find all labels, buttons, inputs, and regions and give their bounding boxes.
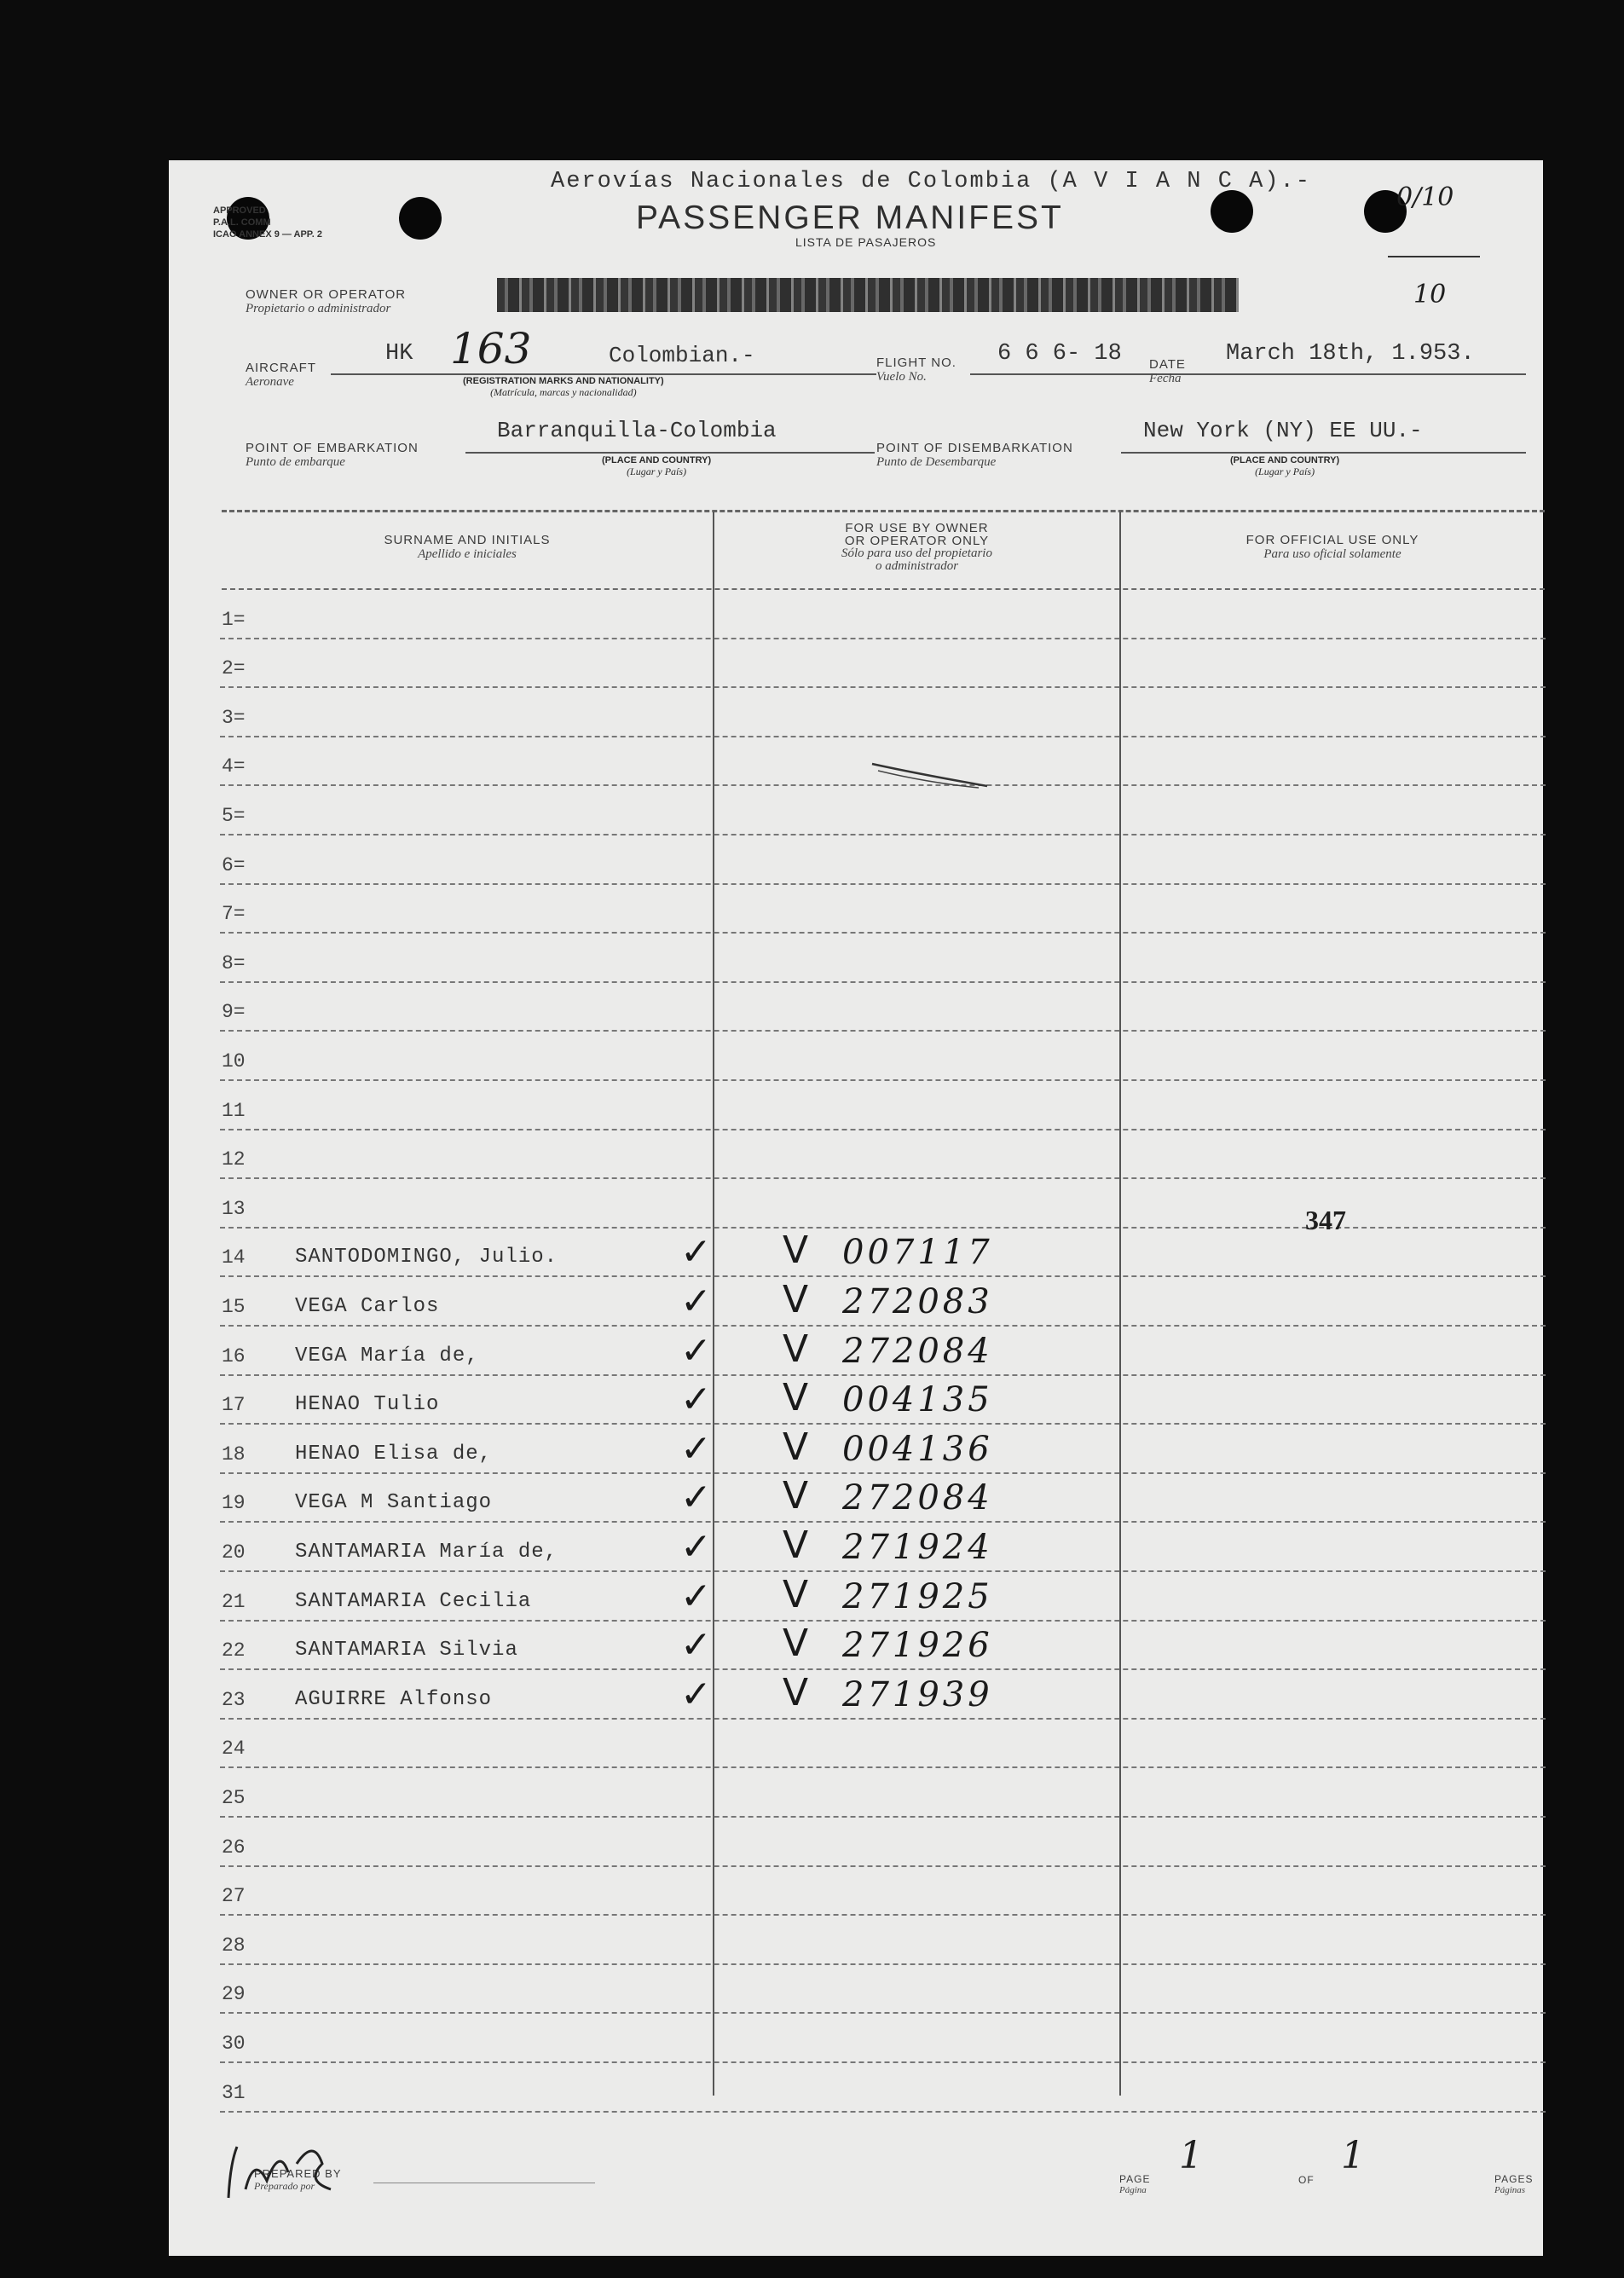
passenger-row <box>220 1916 1546 1965</box>
page-number: 1 <box>1179 2134 1203 2177</box>
passenger-row <box>220 688 1546 737</box>
row-number: 10 <box>222 1049 246 1073</box>
row-number: 27 <box>222 1885 246 1908</box>
passenger-name: HENAO Tulio <box>295 1393 440 1417</box>
check-mark: V <box>783 1425 809 1469</box>
passenger-row <box>220 885 1546 934</box>
check-mark: V <box>783 1670 809 1714</box>
check-mark: ✓ <box>680 1623 712 1668</box>
embark-underline <box>465 452 875 454</box>
flight-number: 6 6 6- 18 <box>997 341 1122 367</box>
prepared-by-label: PREPARED BY <box>254 2167 342 2180</box>
row-number: 31 <box>222 2081 246 2104</box>
aircraft-note-en: (REGISTRATION MARKS AND NATIONALITY) <box>463 376 664 386</box>
corner-note: 10 <box>1413 280 1447 309</box>
passenger-row <box>220 1622 1546 1671</box>
official-number: 347 <box>1305 1205 1346 1235</box>
check-mark: V <box>783 1376 809 1420</box>
passenger-row <box>220 1474 1546 1523</box>
airline-name: Aerovías Nacionales de Colombia (A V I A N C A).- <box>551 169 1311 194</box>
passenger-row <box>220 1081 1546 1130</box>
row-number: 11 <box>222 1099 246 1122</box>
column-header-label: FOR OFFICIAL USE ONLY <box>1245 533 1419 547</box>
aircraft-label-block <box>246 361 316 389</box>
passenger-row <box>220 1130 1546 1180</box>
check-mark: V <box>783 1474 809 1518</box>
check-mark: V <box>783 1327 809 1371</box>
row-number: 3= <box>222 706 246 729</box>
passenger-row <box>220 1720 1546 1769</box>
check-mark: ✓ <box>680 1476 712 1520</box>
check-mark: V <box>783 1523 809 1567</box>
page-title: PASSENGER MANIFEST <box>636 199 1064 236</box>
disembark-label-block <box>876 442 1073 469</box>
row-number: 17 <box>222 1394 246 1417</box>
page-sublabel: Página <box>1119 2185 1147 2195</box>
row-number: 30 <box>222 2032 246 2055</box>
embark-note-en: (PLACE AND COUNTRY) <box>602 455 712 465</box>
embark-label: POINT OF EMBARKATION <box>246 441 419 455</box>
column-header-label: OR OPERATOR ONLY <box>844 534 990 548</box>
ticket-number: 004135 <box>842 1380 993 1420</box>
check-mark: ✓ <box>680 1328 712 1373</box>
disembark-note <box>1230 455 1339 477</box>
passenger-row <box>220 1965 1546 2015</box>
aircraft-underline <box>331 373 876 375</box>
row-number: 20 <box>222 1541 246 1564</box>
ticket-number: 272084 <box>842 1331 993 1371</box>
row-number: 14 <box>222 1246 246 1269</box>
column-header-owner <box>723 522 1111 573</box>
check-mark: ✓ <box>680 1426 712 1471</box>
aircraft-nationality: Colombian.- <box>609 343 755 368</box>
pages-sublabel: Páginas <box>1494 2185 1526 2195</box>
punch-hole <box>399 197 442 240</box>
aircraft-number: 163 <box>450 324 532 373</box>
column-header-sublabel: o administrador <box>875 559 959 573</box>
row-number: 13 <box>222 1197 246 1220</box>
pages-label-block <box>1494 2174 1533 2196</box>
embark-note-es: (Lugar y País) <box>627 465 687 477</box>
row-number: 16 <box>222 1344 246 1367</box>
passenger-row <box>220 2063 1546 2113</box>
passenger-row <box>220 1425 1546 1474</box>
of-label: OF <box>1298 2174 1315 2186</box>
date-underline <box>1200 373 1526 375</box>
check-mark: ✓ <box>680 1574 712 1618</box>
row-rule <box>220 2111 1546 2113</box>
approval-line: APPROVED <box>213 205 266 216</box>
ticket-number: 272084 <box>842 1478 993 1518</box>
row-number: 18 <box>222 1443 246 1466</box>
passenger-row <box>220 983 1546 1032</box>
embark-note <box>602 455 711 477</box>
passenger-row <box>220 1327 1546 1376</box>
passenger-name: VEGA Carlos <box>295 1294 440 1318</box>
prepared-by-sublabel: Preparado por <box>254 2180 315 2192</box>
page-subtitle: LISTA DE PASAJEROS <box>795 235 937 249</box>
passenger-row <box>220 934 1546 983</box>
passenger-name: AGUIRRE Alfonso <box>295 1687 493 1711</box>
ticket-number: 004136 <box>842 1429 993 1469</box>
aircraft-sublabel: Aeronave <box>246 375 294 389</box>
date-label-block <box>1149 358 1186 385</box>
embark-value: Barranquilla-Colombia <box>497 418 777 443</box>
row-number: 25 <box>222 1786 246 1809</box>
row-number: 23 <box>222 1688 246 1711</box>
passenger-row <box>220 590 1546 639</box>
check-mark: ✓ <box>680 1524 712 1569</box>
ticket-number: 007117 <box>842 1233 993 1273</box>
disembark-label: POINT OF DISEMBARKATION <box>876 441 1073 455</box>
corner-rule <box>1388 256 1480 257</box>
disembark-note-es: (Lugar y País) <box>1255 465 1315 477</box>
date-sublabel: Fecha <box>1149 372 1182 385</box>
passenger-row <box>220 1768 1546 1818</box>
row-number: 22 <box>222 1639 246 1662</box>
passenger-name: SANTAMARIA Cecilia <box>295 1589 532 1613</box>
passenger-name: VEGA M Santiago <box>295 1491 493 1515</box>
disembark-sublabel: Punto de Desembarque <box>876 455 997 469</box>
passenger-row <box>220 1572 1546 1622</box>
passenger-row <box>220 1867 1546 1917</box>
check-mark: V <box>783 1277 809 1321</box>
ticket-number: 271939 <box>842 1674 993 1714</box>
column-header-sublabel: Apellido e iniciales <box>418 547 517 561</box>
check-mark: V <box>783 1229 809 1273</box>
owner-label-block <box>246 288 406 315</box>
passenger-row <box>220 786 1546 835</box>
passenger-name: HENAO Elisa de, <box>295 1442 493 1466</box>
page-label: PAGE <box>1119 2173 1151 2185</box>
ticket-number: 271925 <box>842 1576 993 1616</box>
aircraft-note-es: (Matrícula, marcas y nacionalidad) <box>490 386 637 398</box>
column-header-sublabel: Sólo para uso del propietario <box>841 546 992 560</box>
passenger-row <box>220 1032 1546 1081</box>
corner-note: 0/10 <box>1396 182 1454 212</box>
date-label: DATE <box>1149 357 1186 372</box>
check-mark: ✓ <box>680 1378 712 1422</box>
flight-label: FLIGHT NO. <box>876 356 956 370</box>
row-number: 21 <box>222 1590 246 1613</box>
check-mark: ✓ <box>680 1672 712 1716</box>
passenger-row <box>220 639 1546 689</box>
passenger-name: SANTAMARIA Silvia <box>295 1639 518 1662</box>
signature <box>220 2130 390 2206</box>
disembark-note-en: (PLACE AND COUNTRY) <box>1230 455 1340 465</box>
passenger-row <box>220 1229 1546 1278</box>
passenger-row <box>220 1179 1546 1229</box>
row-number: 19 <box>222 1492 246 1515</box>
punch-hole <box>1211 190 1253 233</box>
passenger-name: SANTAMARIA María de, <box>295 1540 558 1564</box>
check-mark: ✓ <box>680 1230 712 1275</box>
check-mark: ✓ <box>680 1279 712 1323</box>
aircraft-label: AIRCRAFT <box>246 361 316 375</box>
check-mark: V <box>783 1572 809 1616</box>
approval-line: ICAO ANNEX 9 — APP. 2 <box>213 229 322 240</box>
ticket-number: 272083 <box>842 1281 993 1321</box>
column-header-label: FOR USE BY OWNER <box>845 521 989 535</box>
row-number: 2= <box>222 657 246 680</box>
row-number: 24 <box>222 1737 246 1761</box>
row-number: 1= <box>222 608 246 631</box>
ticket-number: 271924 <box>842 1527 993 1567</box>
owner-sublabel: Propietario o administrador <box>246 302 391 315</box>
row-number: 28 <box>222 1934 246 1957</box>
page-label-block <box>1119 2174 1150 2196</box>
row-number: 9= <box>222 1001 246 1024</box>
pen-mark <box>868 757 996 791</box>
row-number: 26 <box>222 1836 246 1859</box>
aircraft-prefix: HK <box>385 341 413 367</box>
passenger-row <box>220 835 1546 885</box>
row-number: 6= <box>222 853 246 876</box>
embark-label-block <box>246 442 419 469</box>
passenger-name: VEGA María de, <box>295 1344 479 1367</box>
check-mark: V <box>783 1622 809 1666</box>
row-number: 15 <box>222 1295 246 1318</box>
row-number: 7= <box>222 903 246 926</box>
passenger-name: SANTODOMINGO, Julio. <box>295 1246 558 1269</box>
embark-sublabel: Punto de embarque <box>246 455 345 469</box>
row-number: 8= <box>222 951 246 974</box>
row-number: 5= <box>222 804 246 827</box>
manifest-sheet <box>169 160 1543 2256</box>
row-number: 29 <box>222 1983 246 2006</box>
row-number: 4= <box>222 755 246 778</box>
passenger-row <box>220 1523 1546 1572</box>
passenger-row <box>220 2014 1546 2063</box>
pages-number: 1 <box>1341 2134 1365 2177</box>
pages-label: PAGES <box>1494 2173 1534 2185</box>
passenger-row <box>220 1376 1546 1425</box>
column-header-official <box>1128 534 1537 561</box>
disembark-underline <box>1121 452 1526 454</box>
table-top-rule <box>222 510 1545 512</box>
owner-label: OWNER OR OPERATOR <box>246 287 407 302</box>
aircraft-note <box>463 376 664 398</box>
approval-note <box>213 205 322 240</box>
date-value: March 18th, 1.953. <box>1226 341 1475 367</box>
column-header-sublabel: Para uso oficial solamente <box>1263 547 1401 561</box>
ticket-number: 271926 <box>842 1626 993 1666</box>
owner-redaction <box>497 278 1239 312</box>
row-number: 12 <box>222 1148 246 1171</box>
passenger-row <box>220 1818 1546 1867</box>
flight-sublabel: Vuelo No. <box>876 370 927 384</box>
column-header-surname <box>237 534 697 561</box>
disembark-value: New York (NY) EE UU.- <box>1143 418 1423 443</box>
flight-label-block <box>876 356 956 384</box>
approval-line: P.A.L. COMM <box>213 217 271 228</box>
column-header-label: SURNAME AND INITIALS <box>384 533 551 547</box>
passenger-row <box>220 1670 1546 1720</box>
passenger-row <box>220 1277 1546 1327</box>
